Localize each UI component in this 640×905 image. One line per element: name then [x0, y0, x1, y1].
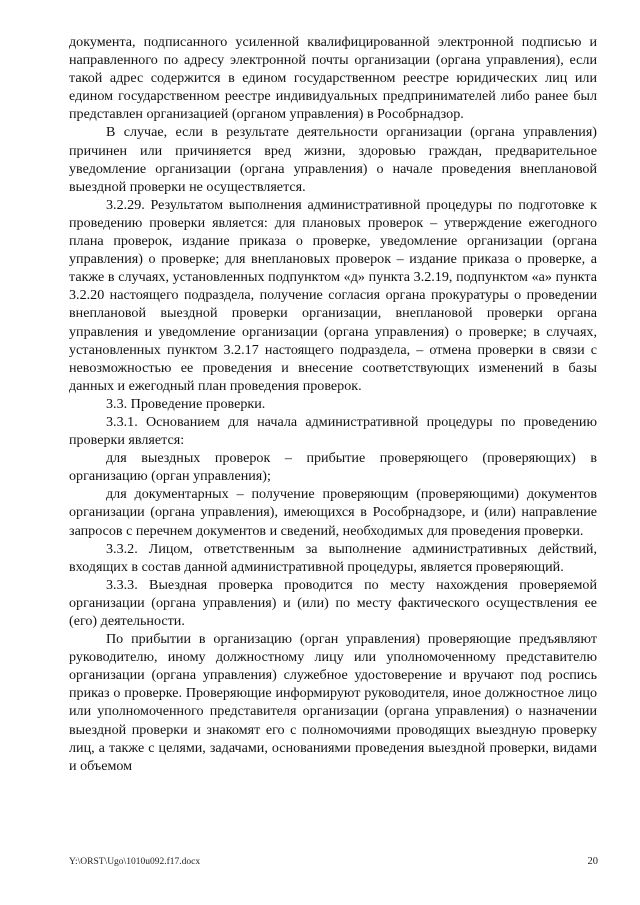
- paragraph-3-3-2: 3.3.2. Лицом, ответственным за выполнение административных действий, входящих в состав данной административной процедуры, является проверяющий.: [69, 540, 597, 575]
- paragraph-on-arrival: По прибытии в организацию (орган управления) проверяющие предъявляют руководителю, иному должностному лицу или уполномоченному представителю организации (органа управления) служебное удостоверение и вручают под роспись приказ о проверке. Проверяющие информируют руководителя, иное должностное лицо или уполномоченного представителя организации (органа управления) о назначении выездной проверки и знакомят его с полномочиями проводящих выездную проверку лиц, а также с целями, задачами, основаниями проведения выездной проверки, видами и объемом: [69, 631, 597, 774]
- paragraph-3-3-1: 3.3.1. Основанием для начала административной процедуры по проведению проверки является:: [69, 413, 597, 449]
- paragraph-documentary-checks: для документарных – получение проверяющим (проверяющими) документов организации (органа управления), имеющихся в Рособрнадзоре, и (или) направление запросов с перечнем документов и сведений, необходимых для проведения проверки.: [69, 486, 597, 539]
- section-heading-3-3: 3.3. Проведение проверки.: [106, 395, 266, 412]
- paragraph-3-2-29: 3.2.29. Результатом выполнения административной процедуры по подготовке к проведению проверки является: для плановых проверок – утверждение ежегодного плана проверок, издание приказа о проверке, уведомление организации (органа управления) о проверке; для внеплановых проверок – издание приказа о проверке, а также в случаях, установленных подпунктом «д» пункта 3.2.19, подпунктом «а» пункта 3.2.20 настоящего подраздела, получение согласия органа прокуратуры о проведении внеплановой выездной проверки организации, внеплановой проверки органа управления и уведомление организации (органа управления) о проверке; в случаях, установленных пунктом 3.2.17 настоящего подраздела, – отмена проверки в связи с невозможностью ее проведения и внесение соответствующих изменений в базы данных и ежегодный план проведения проверок.: [69, 196, 597, 394]
- paragraph-onsite-checks: для выездных проверок – прибытие проверяющего (проверяющих) в организацию (орган управления);: [69, 450, 597, 485]
- paragraph-harm-case: В случае, если в результате деятельности организации (органа управления) причинен или причиняется вред жизни, здоровью граждан, предварительное уведомление организации (органа управления) о начале проведения внеплановой выездной проверки не осуществляется.: [69, 124, 597, 195]
- document-body: [69, 33, 597, 775]
- paragraph-continuation: документа, подписанного усиленной квалифицированной электронной подписью и направленного по адресу электронной почты организации (органа управления), если такой адрес содержится в едином государственном реестре юридических лиц или едином государственном реестре индивидуальных предпринимателей либо ранее был представлен организацией (органом управления) в Рособрнадзор.: [69, 34, 597, 123]
- page-number: 20: [587, 856, 598, 867]
- paragraph-3-3-3: 3.3.3. Выездная проверка проводится по месту нахождения проверяемой организации (органа управления) и (или) по месту фактического осуществления ее (его) деятельности.: [69, 576, 597, 629]
- footer-file-path: Y:\ORST\Ugo\1010u092.f17.docx: [69, 857, 201, 867]
